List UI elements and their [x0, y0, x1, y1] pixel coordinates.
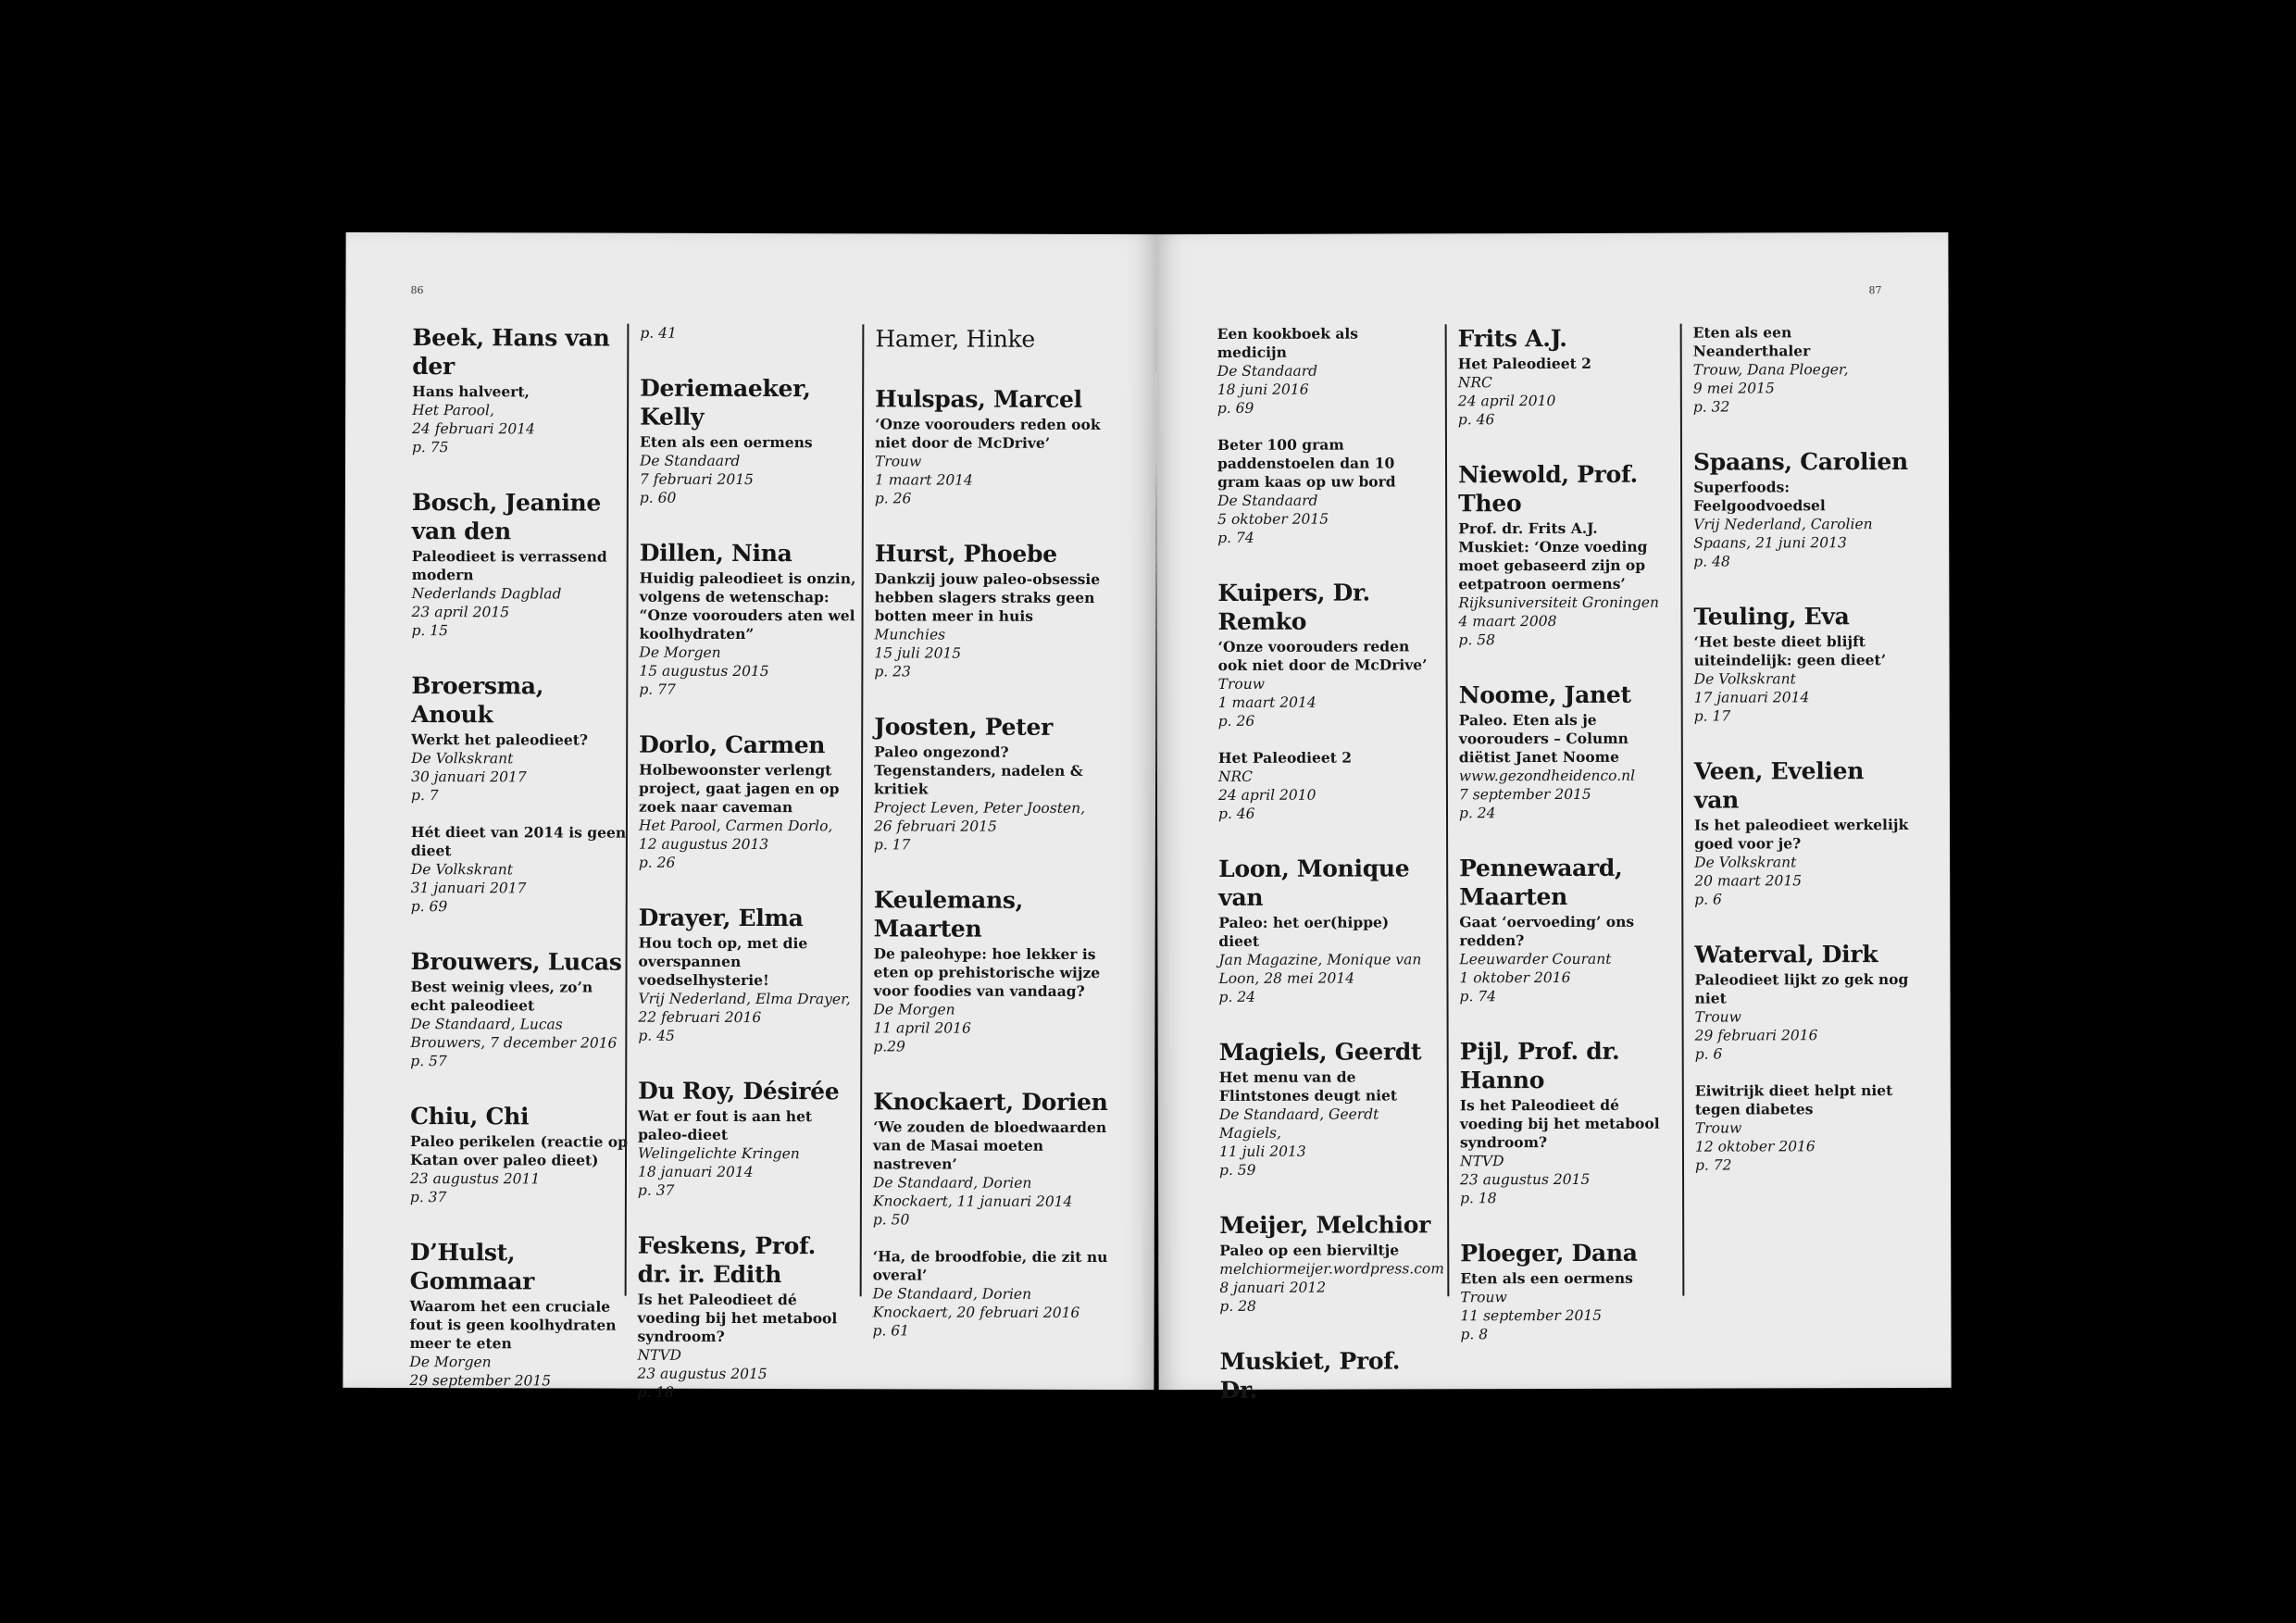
page-number-left: 86	[410, 284, 424, 297]
article-item	[1695, 1081, 1914, 1175]
bibliography-entry	[410, 1102, 629, 1207]
bibliography-entry	[638, 904, 855, 1046]
author-name: Muskiet, Prof. Dr.	[1219, 1347, 1401, 1404]
author-name: Magiels, Geerdt	[1218, 1038, 1422, 1066]
article-source: De Volkskrant	[1693, 670, 1796, 688]
article-page: p. 72	[1694, 1156, 1732, 1174]
article-source: Project Leven, Peter Joosten,	[873, 799, 1086, 817]
article-item	[1460, 1269, 1675, 1344]
bibliography-entry	[874, 539, 1113, 681]
left-column-3	[860, 324, 1115, 1340]
author-name: Brouwers, Lucas	[410, 948, 622, 976]
article-date: 17 januari 2014	[1693, 689, 1810, 706]
author-name: Keulemans, Maarten	[873, 886, 1024, 943]
article-page: p. 69	[1217, 399, 1254, 417]
article-date: 1 maart 2014	[874, 471, 973, 489]
author-name: Hurst, Phoebe	[874, 540, 1057, 568]
article-title: Paleo op een bierviltje	[1219, 1241, 1400, 1259]
article-title: ‘Onze voorouders reden ook niet door de McDrive’	[1217, 637, 1428, 674]
article-page: p. 24	[1458, 805, 1496, 822]
right-column-1	[1217, 324, 1444, 1404]
article-item	[410, 1132, 629, 1207]
bibliography-entry	[1217, 324, 1431, 547]
article-title: Gaat ‘oervoeding’ ons redden?	[1459, 912, 1635, 950]
article-page: p. 46	[1457, 411, 1495, 429]
article-date: 31 januari 2017	[410, 880, 527, 897]
article-date: 7 september 2015	[1458, 785, 1591, 804]
article-date: 24 april 2010	[1457, 392, 1556, 410]
bibliography-entry	[1458, 460, 1674, 650]
author-name: Ploeger, Dana	[1460, 1239, 1638, 1267]
article-page: p. 8	[1460, 1326, 1489, 1343]
article-source: Het Parool, Carmen Dorlo,	[638, 817, 833, 835]
article-source: Vrij Nederland, Carolien Spaans, 21 juni 2013	[1693, 516, 1873, 552]
article-item	[1693, 632, 1912, 726]
article-source: NRC	[1217, 768, 1254, 785]
bibliography-entry	[1459, 854, 1674, 1006]
article-item	[1217, 324, 1430, 418]
article-item	[1218, 637, 1431, 730]
article-page: p. 6	[1694, 1045, 1723, 1063]
article-title: Paleo ongezond? Tegenstanders, nadelen & kritiek	[874, 743, 1083, 798]
article-date: 9 mei 2015	[1692, 380, 1775, 397]
author-name: Joosten, Peter	[874, 713, 1054, 741]
article-date: 12 augustus 2013	[638, 835, 769, 854]
article-item	[639, 761, 855, 873]
author-name: Drayer, Elma	[638, 904, 804, 932]
article-source: Vrij Nederland, Elma Drayer,	[638, 990, 851, 1008]
article-title: Dankzij jouw paleo-obsessie hebben slagers straks geen botten meer in huis	[874, 569, 1101, 625]
bibliography-entry	[1693, 323, 1912, 417]
article-source: www.gezondheidenco.nl	[1458, 767, 1636, 785]
article-source: De Standaard	[1217, 492, 1318, 509]
article-title: Waarom het een cruciale fout is geen koolhydraten meer te eten	[409, 1297, 617, 1353]
author-name: Spaans, Carolien	[1692, 447, 1908, 476]
article-page: p. 69	[410, 898, 448, 916]
article-date: 23 augustus 2015	[637, 1365, 767, 1383]
article-page: p. 75	[412, 439, 449, 456]
article-item	[412, 382, 630, 457]
article-source: Jan Magazine, Monique van Loon, 28 mei 2014	[1218, 951, 1422, 987]
article-date: 1 oktober 2016	[1459, 968, 1571, 987]
article-page: p. 58	[1458, 631, 1496, 649]
bibliography-entry	[1220, 1346, 1433, 1405]
author-name: Loon, Monique van	[1218, 855, 1410, 911]
article-date: 23 augustus 2011	[409, 1170, 541, 1188]
author-name: Bosch, Jeanine van den	[411, 489, 602, 545]
article-date: 23 augustus 2015	[1460, 1170, 1591, 1189]
article-title: Hét dieet van 2014 is geen dieet	[410, 823, 627, 860]
article-title: ‘Ha, de broodfobie, die zit nu overal’	[872, 1247, 1108, 1284]
bibliography-entry	[409, 1238, 628, 1391]
article-source: Trouw	[1694, 1008, 1741, 1026]
article-date: 15 juli 2015	[874, 644, 962, 662]
right-column-3	[1680, 323, 1915, 1296]
bibliography-entry	[638, 1077, 855, 1201]
article-title: Eten als een Neanderthaler	[1692, 323, 1811, 360]
bibliography-entry	[1460, 1037, 1675, 1208]
article-page: p.29	[873, 1038, 905, 1055]
author-name: Knockaert, Dorien	[873, 1088, 1108, 1117]
article-source: Trouw	[1694, 1119, 1742, 1137]
bibliography-entry	[637, 1231, 854, 1403]
author-name: Pijl, Prof. dr. Hanno	[1459, 1037, 1620, 1094]
article-page: p. 26	[638, 854, 676, 871]
right-column-2	[1445, 324, 1676, 1343]
article-title: Is het paleodieet werkelijk goed voor je?	[1694, 815, 1909, 853]
article-item	[1460, 1096, 1675, 1208]
article-item	[640, 324, 856, 343]
article-page: p. 7	[411, 787, 439, 805]
article-item	[411, 547, 630, 641]
article-item	[1693, 478, 1912, 571]
article-item	[1458, 355, 1673, 430]
author-name: Chiu, Chi	[410, 1103, 530, 1130]
author-name: Broersma, Anouk	[411, 672, 544, 729]
article-date: 5 oktober 2015	[1217, 510, 1329, 528]
article-date: 15 augustus 2015	[639, 662, 769, 680]
article-source: De Standaard, Dorien Knockaert, 20 februari 2016	[872, 1285, 1080, 1321]
article-title: Beter 100 gram paddenstoelen dan 10 gram kaas op uw bord	[1217, 435, 1396, 491]
article-source: De Volkskrant	[411, 750, 514, 768]
article-item	[411, 823, 630, 917]
article-page: p. 18	[1460, 1190, 1497, 1207]
article-title: Paleodieet is verrassend modern	[411, 547, 607, 584]
article-title: Prof. dr. Frits A.J. Muskiet: ‘Onze voeding moet gebaseerd zijn op eetpatroon oermens’	[1458, 518, 1648, 593]
article-page: p. 48	[1693, 553, 1730, 570]
article-item	[411, 730, 630, 805]
article-item	[1219, 1067, 1432, 1180]
bibliography-entry	[639, 539, 855, 700]
article-source: melchiormeijer.wordpress.com	[1219, 1260, 1444, 1278]
article-item	[1693, 323, 1912, 417]
article-item	[873, 1117, 1112, 1230]
article-source: Leeuwarder Courant	[1459, 950, 1612, 968]
author-name: Noome, Janet	[1458, 680, 1631, 709]
author-name: Waterval, Dirk	[1694, 941, 1878, 968]
bibliography-entry	[873, 1087, 1113, 1341]
article-page: p. 50	[872, 1211, 910, 1229]
article-source: De Standaard, Geerdt Magiels,	[1218, 1105, 1379, 1142]
article-date: 18 juni 2016	[1217, 381, 1309, 398]
bibliography-entry	[1458, 324, 1673, 430]
author-name: Meijer, Melchior	[1219, 1211, 1431, 1239]
bibliography-entry	[1694, 756, 1913, 909]
bibliography-entry	[639, 730, 855, 873]
article-page: p. 23	[874, 663, 911, 680]
article-date: 22 februari 2016	[638, 1008, 762, 1027]
article-page: p. 77	[639, 680, 676, 698]
article-title: Het Paleodieet 2	[1217, 748, 1353, 767]
article-title: De paleohype: hoe lekker is eten op prehistorische wijze voor foodies van vandaag?	[873, 944, 1101, 1000]
author-name: Feskens, Prof. dr. ir. Edith	[637, 1231, 817, 1289]
right-page	[1155, 232, 1951, 1404]
article-title: Paleo perikelen (reactie op Katan over paleo dieet)	[409, 1132, 628, 1169]
article-date: 7 februari 2015	[639, 470, 754, 489]
left-page	[343, 232, 1156, 1401]
bibliography-entry	[1217, 578, 1431, 823]
article-date: 11 april 2016	[873, 1019, 971, 1037]
author-name: Dillen, Nina	[639, 539, 792, 568]
article-date: 8 januari 2012	[1219, 1279, 1327, 1296]
article-source: De Morgen	[409, 1354, 492, 1371]
bibliography-entry	[1219, 1037, 1432, 1180]
bibliography-entry	[1694, 940, 1914, 1175]
article-title: ‘We zouden de bloedwaarden van de Masai moeten nastreven’	[872, 1117, 1107, 1173]
article-page: p. 61	[872, 1322, 910, 1340]
article-source: Het Parool,	[412, 402, 494, 419]
article-item	[638, 934, 855, 1046]
article-title: Hou toch op, met die overspannen voedselhysterie!	[638, 933, 808, 990]
left-column-2	[625, 324, 857, 1401]
article-title: Het menu van de Flintstones deugt niet	[1218, 1067, 1398, 1105]
article-source: Trouw	[874, 453, 922, 470]
author-name: Teuling, Eva	[1693, 603, 1850, 630]
article-page: p. 46	[1217, 805, 1255, 822]
bibliography-entry	[875, 324, 1114, 354]
author-name: Hulspas, Marcel	[875, 385, 1082, 413]
article-page: p. 28	[1219, 1297, 1256, 1315]
article-source: De Standaard, Lucas Brouwers, 7 december 2016	[410, 1016, 618, 1052]
article-page: p. 17	[1693, 707, 1731, 725]
bibliography-entry	[875, 384, 1114, 508]
article-date: 29 september 2015	[409, 1372, 552, 1390]
article-date: 11 september 2015	[1460, 1306, 1603, 1325]
article-title: Is het Paleodieet dé voeding bij het metabool syndroom?	[637, 1290, 838, 1345]
article-item	[1218, 913, 1431, 1006]
article-item	[874, 569, 1113, 681]
article-title: ‘Het beste dieet blijft uiteindelijk: geen dieet’	[1693, 632, 1887, 669]
article-date: 11 juli 2013	[1218, 1142, 1306, 1160]
author-name: Frits A.J.	[1457, 324, 1567, 353]
article-date: 23 april 2015	[411, 604, 510, 621]
author-name: Dorlo, Carmen	[639, 730, 826, 759]
bibliography-entry	[410, 947, 629, 1071]
article-page: p. 59	[1218, 1161, 1256, 1179]
article-page: p. 57	[410, 1053, 447, 1070]
bibliography-entry	[411, 488, 630, 641]
bibliography-entry	[412, 323, 630, 457]
article-title: Superfoods: Feelgoodvoedsel	[1693, 478, 1826, 515]
article-title: Werkt het paleodieet?	[411, 730, 589, 749]
left-column-1	[409, 323, 631, 1390]
article-date: 29 februari 2016	[1694, 1027, 1818, 1044]
page-number-right: 87	[1868, 284, 1882, 297]
article-page: p. 26	[874, 490, 912, 507]
article-page: p. 41	[640, 324, 677, 342]
article-source: Trouw	[1217, 675, 1266, 693]
article-title: Wat er fout is aan het paleo-dieet	[638, 1106, 813, 1143]
article-date: 20 maart 2015	[1694, 872, 1803, 890]
article-item	[874, 743, 1113, 855]
article-title: Eten als een oermens	[640, 432, 813, 452]
bibliography-entry	[1219, 1210, 1444, 1316]
article-title: Het Paleodieet 2	[1457, 354, 1591, 373]
author-name: Du Roy, Désirée	[638, 1077, 840, 1105]
author-name: D’Hulst, Gommaar	[409, 1239, 535, 1295]
article-page: p. 60	[639, 489, 677, 506]
article-source: NRC	[1457, 374, 1492, 392]
article-item	[637, 1291, 854, 1403]
bibliography-entry	[1693, 602, 1912, 726]
article-title: Is het Paleodieet dé voeding bij het metabool syndroom?	[1459, 1095, 1660, 1152]
article-source: Rijksuniversiteit Groningen	[1458, 593, 1660, 612]
article-source: NTVD	[1459, 1153, 1504, 1170]
article-source: Trouw	[1460, 1289, 1507, 1306]
article-title: ‘Onze voorouders reden ook niet door de McDrive’	[875, 415, 1101, 452]
article-item	[409, 1297, 628, 1391]
article-date: 1 maart 2014	[1217, 693, 1316, 711]
article-source: De Standaard, Dorien Knockaert, 11 januari 2014	[872, 1174, 1073, 1210]
article-page: p. 32	[1692, 398, 1730, 416]
article-item	[875, 415, 1114, 508]
article-title: Hans halveert,	[412, 382, 530, 401]
article-item	[1694, 816, 1913, 909]
article-source: Munchies	[874, 626, 946, 643]
article-item	[1459, 711, 1674, 823]
article-date: 18 januari 2014	[637, 1163, 754, 1181]
author-name: Niewold, Prof. Theo	[1458, 460, 1638, 518]
author-name: Deriemaeker, Kelly	[640, 374, 811, 431]
article-title: Paleodieet lijkt zo gek nog niet	[1694, 969, 1909, 1007]
article-source: De Volkskrant	[1694, 854, 1797, 871]
article-title: Eiwitrijk dieet helpt niet tegen diabetes	[1694, 1081, 1893, 1118]
article-page: p. 24	[1218, 988, 1256, 1005]
article-page: p. 37	[637, 1181, 675, 1199]
article-page: p. 17	[873, 836, 911, 854]
article-item	[873, 1247, 1112, 1341]
article-source: Trouw, Dana Ploeger,	[1692, 361, 1849, 379]
article-title: Eten als een oermens	[1460, 1268, 1633, 1288]
article-item	[1459, 913, 1674, 1006]
article-title: Paleo. Eten als je voorouders – Column diëtist Janet Noome	[1458, 710, 1628, 767]
bibliography-entry	[411, 671, 630, 917]
article-item	[410, 978, 629, 1071]
author-name: Pennewaard, Maarten	[1459, 854, 1623, 911]
bibliography-entry	[1459, 680, 1674, 823]
author-name: Beek, Hans van der	[412, 324, 610, 381]
article-item	[638, 1107, 855, 1201]
article-page: p. 74	[1217, 529, 1254, 546]
bibliography-entry	[873, 885, 1112, 1056]
author-name: Kuipers, Dr. Remko	[1217, 579, 1370, 635]
article-title: Huidig paleodieet is onzin, volgens de wetenschap: “Onze voorouders aten wel koolhydraten”	[639, 568, 856, 643]
article-page: p. 26	[1217, 712, 1255, 730]
article-source: De Standaard	[639, 452, 741, 469]
article-title: Paleo: het oer(hippe) dieet	[1218, 913, 1390, 950]
article-item	[1217, 435, 1430, 547]
bibliography-entry	[640, 324, 856, 343]
article-date: 24 april 2010	[1217, 786, 1316, 804]
bibliography-entry	[1460, 1239, 1675, 1344]
article-page: p. 15	[411, 622, 449, 640]
article-page: p. 37	[409, 1189, 447, 1206]
article-item	[1218, 748, 1431, 823]
article-source: Welingelichte Kringen	[638, 1144, 800, 1163]
author-name: Hamer, Hinke	[875, 325, 1035, 353]
article-source: De Standaard	[1217, 362, 1318, 380]
article-page: p. 45	[638, 1027, 675, 1044]
article-source: Nederlands Dagblad	[411, 585, 562, 603]
article-source: NTVD	[637, 1346, 682, 1364]
article-source: De Morgen	[873, 1001, 955, 1018]
article-date: 4 maart 2008	[1458, 612, 1557, 630]
article-item	[639, 569, 855, 700]
article-source: De Morgen	[639, 643, 721, 661]
article-page: p. 74	[1459, 988, 1497, 1005]
author-name: Veen, Evelien van	[1693, 757, 1865, 814]
article-date: 24 februari 2014	[412, 420, 535, 438]
article-title: Holbewoonster verlengt project, gaat jagen en op zoek naar caveman	[638, 760, 840, 817]
article-item	[640, 433, 856, 508]
article-page: p. 18	[637, 1383, 674, 1401]
article-item	[1694, 970, 1913, 1064]
article-date: 30 januari 2017	[411, 768, 527, 786]
article-page: p. 6	[1694, 891, 1722, 908]
bibliography-entry	[640, 374, 856, 508]
bibliography-entry	[1693, 447, 1912, 571]
bibliography-entry	[874, 712, 1113, 855]
article-title: Best weinig vlees, zo’n echt paleodieet	[410, 978, 593, 1015]
article-title: Een kookboek als medicijn	[1217, 324, 1359, 361]
article-date: 12 oktober 2016	[1694, 1138, 1816, 1155]
article-source: De Volkskrant	[410, 861, 514, 879]
article-item	[1219, 1241, 1444, 1316]
bibliography-entry	[1218, 854, 1431, 1006]
article-item	[1458, 519, 1673, 650]
article-date: 26 februari 2015	[873, 818, 997, 835]
article-item	[873, 944, 1112, 1056]
